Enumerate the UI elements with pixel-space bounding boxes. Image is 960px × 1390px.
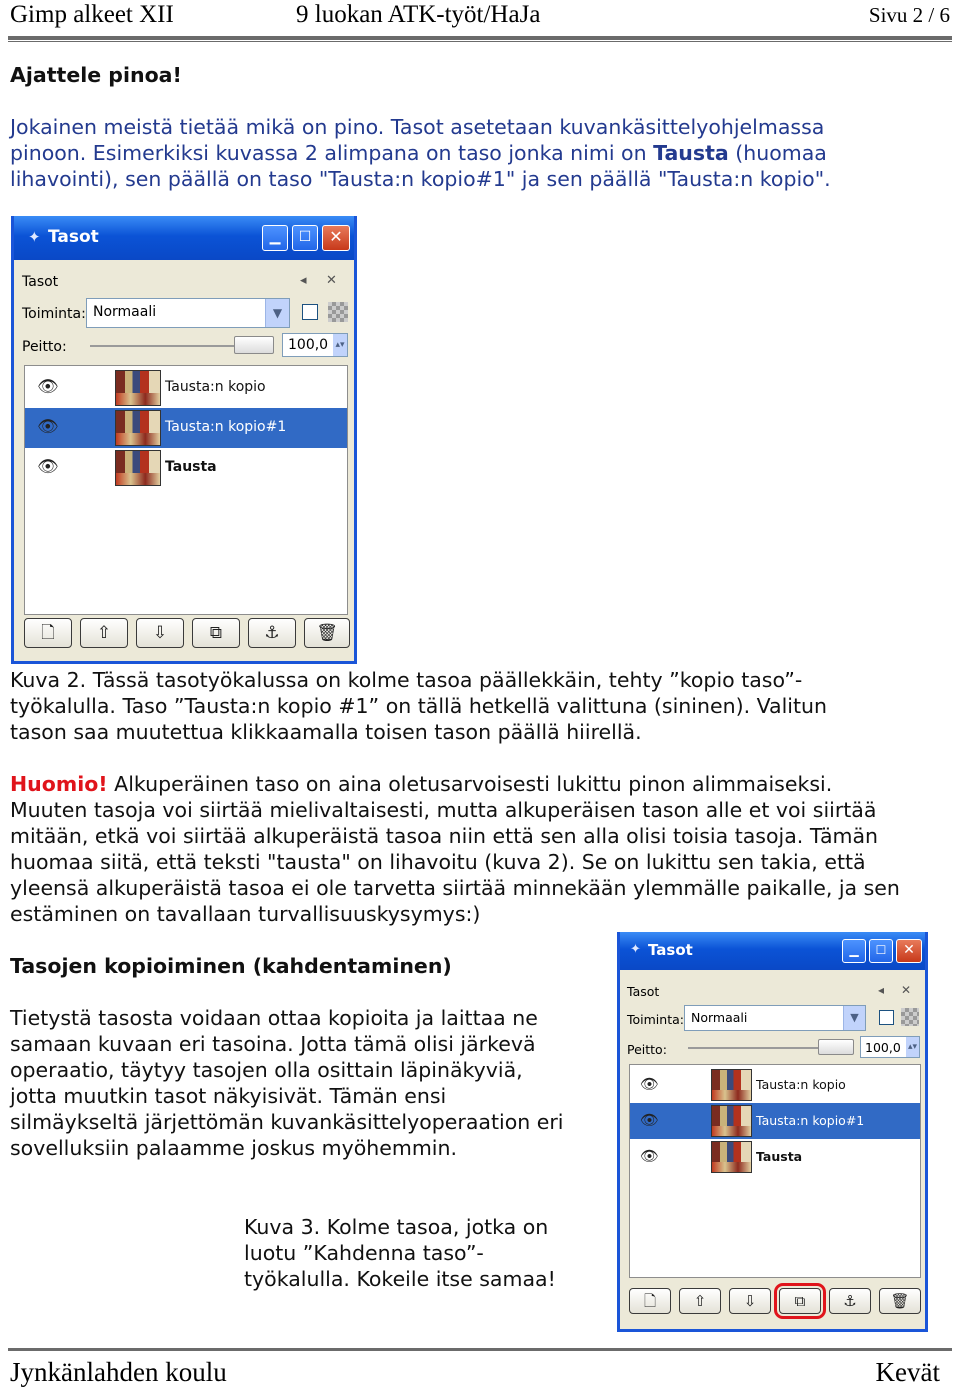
note-line: Huomio! Alkuperäinen taso on aina oletusarvoisesti lukittu pinon alimmaiseksi. bbox=[10, 772, 833, 796]
layer-name: Tausta bbox=[165, 459, 217, 475]
dialog-title: Tasot bbox=[48, 227, 99, 247]
raise-layer-button[interactable]: ⇧ bbox=[80, 618, 128, 648]
layers-list bbox=[629, 1064, 921, 1278]
maximize-button[interactable]: ☐ bbox=[292, 225, 318, 251]
tab-label: Tasot bbox=[22, 274, 59, 290]
note-line: Muuten tasoja voi siirtää mielivaltaisesti, mutta alkuperäisen tason alle et voi siirtää bbox=[10, 798, 877, 822]
delete-layer-button[interactable]: 🗑 bbox=[304, 618, 350, 648]
mode-label: Toiminta: bbox=[22, 306, 86, 322]
layer-name: Tausta:n kopio bbox=[756, 1077, 846, 1092]
layer-row[interactable] bbox=[25, 368, 347, 408]
caption-line: Kuva 3. Kolme tasoa, jotka on bbox=[244, 1215, 549, 1239]
gimp-icon: ✦ bbox=[28, 228, 41, 246]
note-line: estäminen on tavallaan turvallisuuskysymys:) bbox=[10, 902, 481, 926]
heading-stack: Ajattele pinoa! bbox=[10, 63, 182, 87]
opacity-label: Peitto: bbox=[627, 1042, 667, 1057]
paragraph-line: Tietystä tasosta voidaan ottaa kopioita ja laittaa ne bbox=[10, 1006, 538, 1030]
opacity-value: 100,0 bbox=[865, 1040, 901, 1055]
close-button[interactable]: ✕ bbox=[896, 939, 922, 963]
note-line: huomaa siitä, että teksti "tausta" on lihavoitu (kuva 2). Se on lukittu sen takia, että bbox=[10, 850, 866, 874]
minimize-button[interactable]: ▁ bbox=[842, 939, 866, 963]
header-page-number: Sivu 2 / 6 bbox=[868, 3, 950, 27]
footer-rule bbox=[8, 1348, 952, 1351]
mode-label: Toiminta: bbox=[627, 1012, 684, 1027]
note-line: mitään, etkä voi siirtää alkuperäistä tasoa niin että sen alla olisi toisia tasoja. Tämän bbox=[10, 824, 879, 848]
note-label: Huomio! bbox=[10, 772, 108, 796]
caption-line: tason saa muutettua klikkaamalla toisen tason päällä hiirellä. bbox=[10, 720, 642, 744]
mode-combo[interactable] bbox=[684, 1005, 866, 1031]
layer-name: Tausta bbox=[756, 1149, 803, 1164]
lower-layer-button[interactable]: ⇩ bbox=[729, 1288, 771, 1314]
layer-row-selected[interactable] bbox=[630, 1103, 920, 1139]
lock-checkbox[interactable] bbox=[879, 1010, 894, 1025]
raise-layer-button[interactable]: ⇧ bbox=[679, 1288, 721, 1314]
mode-value: Normaali bbox=[691, 1010, 748, 1025]
minimize-button[interactable]: ▁ bbox=[262, 225, 288, 251]
footer-term: Kevät bbox=[875, 1357, 940, 1387]
paragraph-line: samaan kuvaan eri tasoina. Jotta tämä olisi järkevä bbox=[10, 1032, 536, 1056]
layer-row-selected[interactable] bbox=[25, 408, 347, 448]
transparency-lock-icon bbox=[901, 1008, 919, 1026]
layer-row[interactable] bbox=[25, 448, 347, 488]
layers-list bbox=[24, 365, 348, 615]
opacity-spinbox[interactable] bbox=[282, 333, 348, 357]
paragraph-line: silmäykseltä järjettömän kuvankäsittelyoperaation eri bbox=[10, 1110, 564, 1134]
tab-close-icon[interactable]: ✕ bbox=[326, 273, 337, 288]
layer-thumbnail bbox=[711, 1141, 752, 1173]
caption-line: työkalulla. Taso ”Tausta:n kopio #1” on tällä hetkellä valittuna (sininen). Valitun bbox=[10, 694, 828, 718]
paragraph-line: lihavointi), sen päällä on taso "Tausta:n kopio#1" ja sen päällä "Tausta:n kopio". bbox=[10, 167, 831, 191]
tab-label: Tasot bbox=[627, 984, 660, 999]
dialog-titlebar bbox=[14, 216, 354, 260]
opacity-slider-thumb[interactable] bbox=[818, 1039, 854, 1055]
anchor-layer-button[interactable]: ⚓ bbox=[248, 618, 296, 648]
header-doc-title: Gimp alkeet XII bbox=[10, 1, 174, 28]
transparency-lock-icon bbox=[328, 302, 348, 322]
opacity-value: 100,0 bbox=[288, 337, 329, 353]
eye-icon[interactable]: 👁 bbox=[37, 417, 59, 437]
spin-arrows-icon: ▴▾ bbox=[333, 334, 347, 356]
paragraph-line: jotta muutkin tasot näkyisivät. Tämän ensi bbox=[10, 1084, 447, 1108]
new-layer-button[interactable]: 🗋 bbox=[24, 618, 72, 648]
header-course: 9 luokan ATK-työt/HaJa bbox=[296, 1, 541, 28]
layer-thumbnail bbox=[711, 1069, 752, 1101]
eye-icon[interactable]: 👁 bbox=[37, 377, 59, 397]
duplicate-layer-button[interactable]: ⧉ bbox=[192, 618, 240, 648]
chevron-down-icon: ▼ bbox=[843, 1006, 865, 1030]
layer-button-bar bbox=[24, 618, 350, 650]
close-button[interactable]: ✕ bbox=[322, 225, 350, 251]
layer-thumbnail bbox=[711, 1105, 752, 1137]
anchor-layer-button[interactable]: ⚓ bbox=[829, 1288, 871, 1314]
header-rule bbox=[8, 36, 952, 40]
dialog-title: Tasot bbox=[648, 941, 693, 959]
layer-row[interactable] bbox=[630, 1067, 920, 1103]
tab-close-icon[interactable]: ✕ bbox=[901, 983, 912, 997]
new-layer-button[interactable]: 🗋 bbox=[629, 1288, 671, 1314]
eye-icon[interactable]: 👁 bbox=[37, 457, 59, 477]
mode-value: Normaali bbox=[93, 304, 157, 320]
eye-icon[interactable]: 👁 bbox=[640, 1111, 660, 1129]
bold-word-tausta: Tausta bbox=[653, 141, 729, 165]
note-line: yleensä alkuperäistä tasoa ei ole tarvetta siirtää minnekään ylemmälle paikalle, ja sen bbox=[10, 876, 900, 900]
caption-line: Kuva 2. Tässä tasotyökalussa on kolme tasoa päällekkäin, tehty ”kopio taso”- bbox=[10, 668, 803, 692]
dialog-titlebar bbox=[620, 932, 925, 970]
layers-dialog-figure-2 bbox=[11, 216, 357, 664]
footer-school: Jynkänlahden koulu bbox=[10, 1357, 227, 1387]
duplicate-layer-button-highlighted[interactable]: ⧉ bbox=[779, 1288, 821, 1314]
header-rule-thin bbox=[8, 41, 952, 42]
layer-button-bar bbox=[629, 1288, 921, 1316]
gimp-icon: ✦ bbox=[630, 942, 641, 957]
layer-name: Tausta:n kopio bbox=[165, 379, 266, 395]
heading-duplicating: Tasojen kopioiminen (kahdentaminen) bbox=[10, 954, 452, 978]
delete-layer-button[interactable]: 🗑 bbox=[879, 1288, 921, 1314]
lower-layer-button[interactable]: ⇩ bbox=[136, 618, 184, 648]
layer-row[interactable] bbox=[630, 1139, 920, 1175]
chevron-down-icon: ▼ bbox=[265, 299, 289, 327]
opacity-label: Peitto: bbox=[22, 339, 67, 355]
layer-name: Tausta:n kopio#1 bbox=[756, 1113, 865, 1128]
caption-line: työkalulla. Kokeile itse samaa! bbox=[244, 1267, 556, 1291]
maximize-button[interactable]: ☐ bbox=[869, 939, 893, 963]
opacity-slider-thumb[interactable] bbox=[234, 336, 274, 354]
spin-arrows-icon: ▴▾ bbox=[906, 1037, 919, 1057]
tab-menu-icon[interactable]: ◂ bbox=[878, 983, 885, 997]
paragraph-line: operaatio, täytyy tasojen olla osittain läpinäkyviä, bbox=[10, 1058, 523, 1082]
layer-thumbnail bbox=[115, 410, 161, 446]
tab-menu-icon[interactable]: ◂ bbox=[300, 273, 307, 288]
paragraph-line: Jokainen meistä tietää mikä on pino. Tasot asetetaan kuvankäsittelyohjelmassa bbox=[10, 115, 825, 139]
layers-dialog-figure-3 bbox=[617, 932, 928, 1332]
layer-thumbnail bbox=[115, 370, 161, 406]
layer-thumbnail bbox=[115, 450, 161, 486]
lock-checkbox[interactable] bbox=[302, 304, 318, 320]
paragraph-line: pinoon. Esimerkiksi kuvassa 2 alimpana on taso jonka nimi on Tausta (huomaa bbox=[10, 141, 827, 165]
mode-combo[interactable] bbox=[86, 298, 290, 328]
eye-icon[interactable]: 👁 bbox=[640, 1147, 660, 1165]
caption-line: luotu ”Kahdenna taso”- bbox=[244, 1241, 484, 1265]
eye-icon[interactable]: 👁 bbox=[640, 1075, 660, 1093]
paragraph-line: sovelluksiin palaamme joskus myöhemmin. bbox=[10, 1136, 458, 1160]
layer-name: Tausta:n kopio#1 bbox=[165, 419, 287, 435]
opacity-spinbox[interactable] bbox=[860, 1036, 920, 1058]
